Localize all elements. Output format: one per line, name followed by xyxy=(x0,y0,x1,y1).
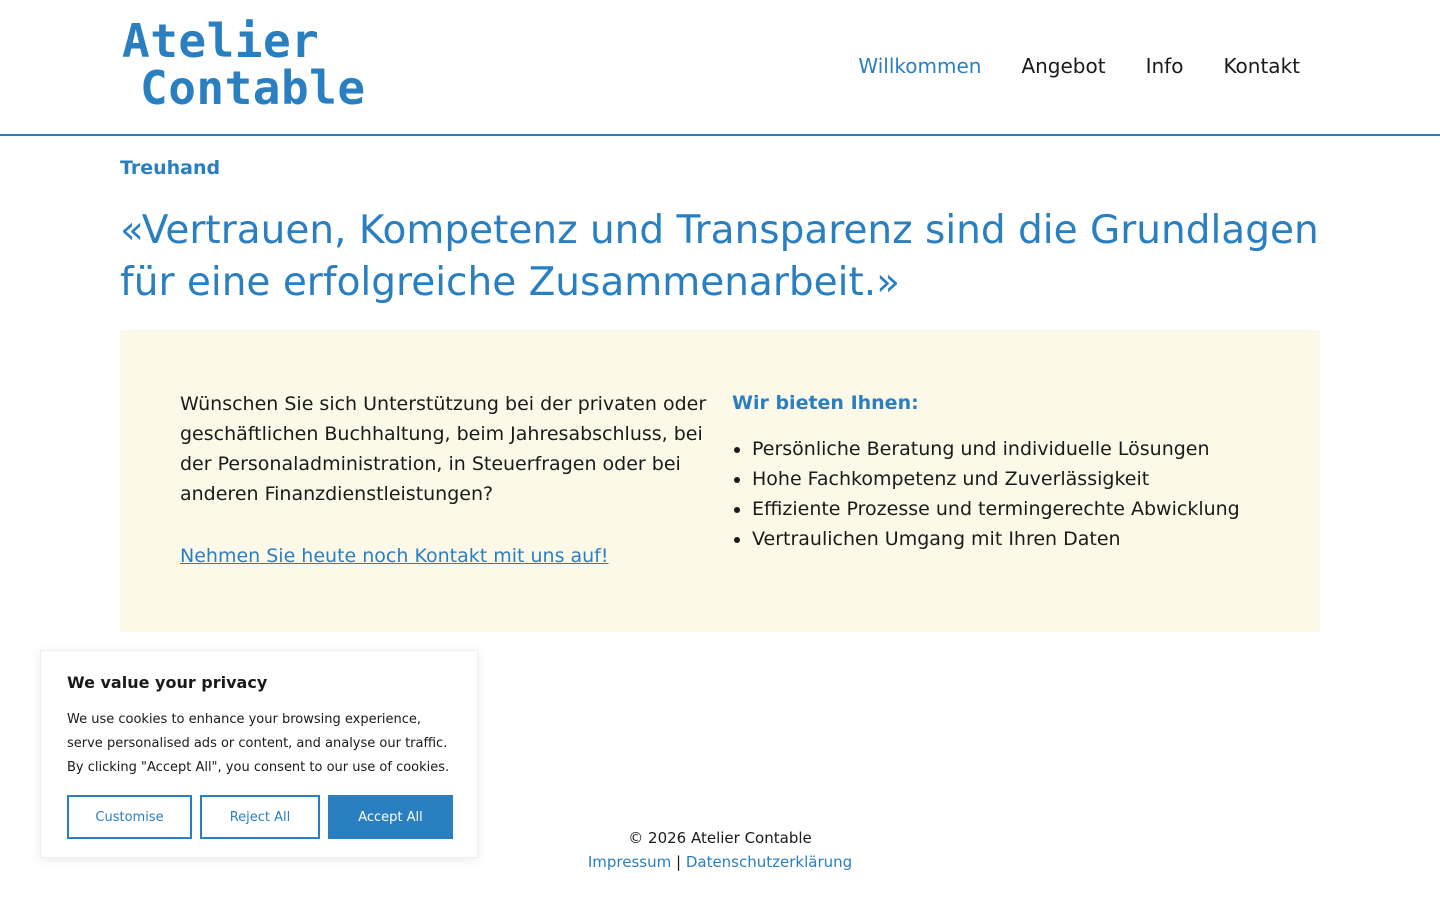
site-header xyxy=(0,0,1440,136)
contact-cta-link[interactable]: Nehmen Sie heute noch Kontakt mit uns auf! xyxy=(180,545,609,567)
accept-all-button[interactable]: Accept All xyxy=(328,795,453,839)
nav-item-kontakt[interactable]: Kontakt xyxy=(1223,54,1300,78)
site-logo[interactable] xyxy=(122,14,366,115)
logo-line-2: Contable xyxy=(140,61,366,115)
reject-all-button[interactable]: Reject All xyxy=(200,795,320,839)
footer-separator: | xyxy=(675,853,682,871)
offer-list xyxy=(732,434,1292,554)
intro-text: Wünschen Sie sich Unterstützung bei der privaten oder geschäftlichen Buchhaltung, beim Jahresabschluss, bei der Personaladministration, in Steuerfragen oder bei anderen Finanzdienstleistungen? xyxy=(180,393,707,505)
main-nav xyxy=(858,52,1300,80)
list-item: • Hohe Fachkompetenz und Zuverlässigkeit xyxy=(752,464,1292,494)
nav-item-angebot[interactable]: Angebot xyxy=(1021,54,1106,78)
footer-links xyxy=(0,850,1440,874)
copyright: © 2026 Atelier Contable xyxy=(628,829,812,847)
intro-panel xyxy=(120,330,1320,632)
nav-item-willkommen[interactable]: Willkommen xyxy=(858,54,982,78)
nav-item-info[interactable]: Info xyxy=(1145,54,1184,78)
list-item: • Persönliche Beratung und individuelle Lösungen xyxy=(752,434,1292,464)
intro-column xyxy=(180,389,710,571)
list-item: • Vertraulichen Umgang mit Ihren Daten xyxy=(752,524,1292,554)
section-eyebrow: Treuhand xyxy=(120,157,221,179)
logo-line-1: Atelier xyxy=(122,14,320,68)
cookie-text: We use cookies to enhance your browsing experience, serve personalised ads or content, and analyse our traffic. By clicking "Accept All", you consent to our use of cookies. xyxy=(67,712,450,775)
customise-button[interactable]: Customise xyxy=(67,795,192,839)
list-item: • Effiziente Prozesse und termingerechte Abwicklung xyxy=(752,494,1292,524)
offer-title: Wir bieten Ihnen: xyxy=(732,392,919,414)
site-footer xyxy=(0,826,1440,874)
privacy-link[interactable]: Datenschutzerklärung xyxy=(685,853,853,871)
offer-column xyxy=(732,388,1292,554)
page-headline: «Vertrauen, Kompetenz und Transparenz sind die Grundlagen für eine erfolgreiche Zusammenarbeit.» xyxy=(120,208,1319,305)
cookie-title: We value your privacy xyxy=(67,673,268,692)
impressum-link[interactable]: Impressum xyxy=(587,853,672,871)
